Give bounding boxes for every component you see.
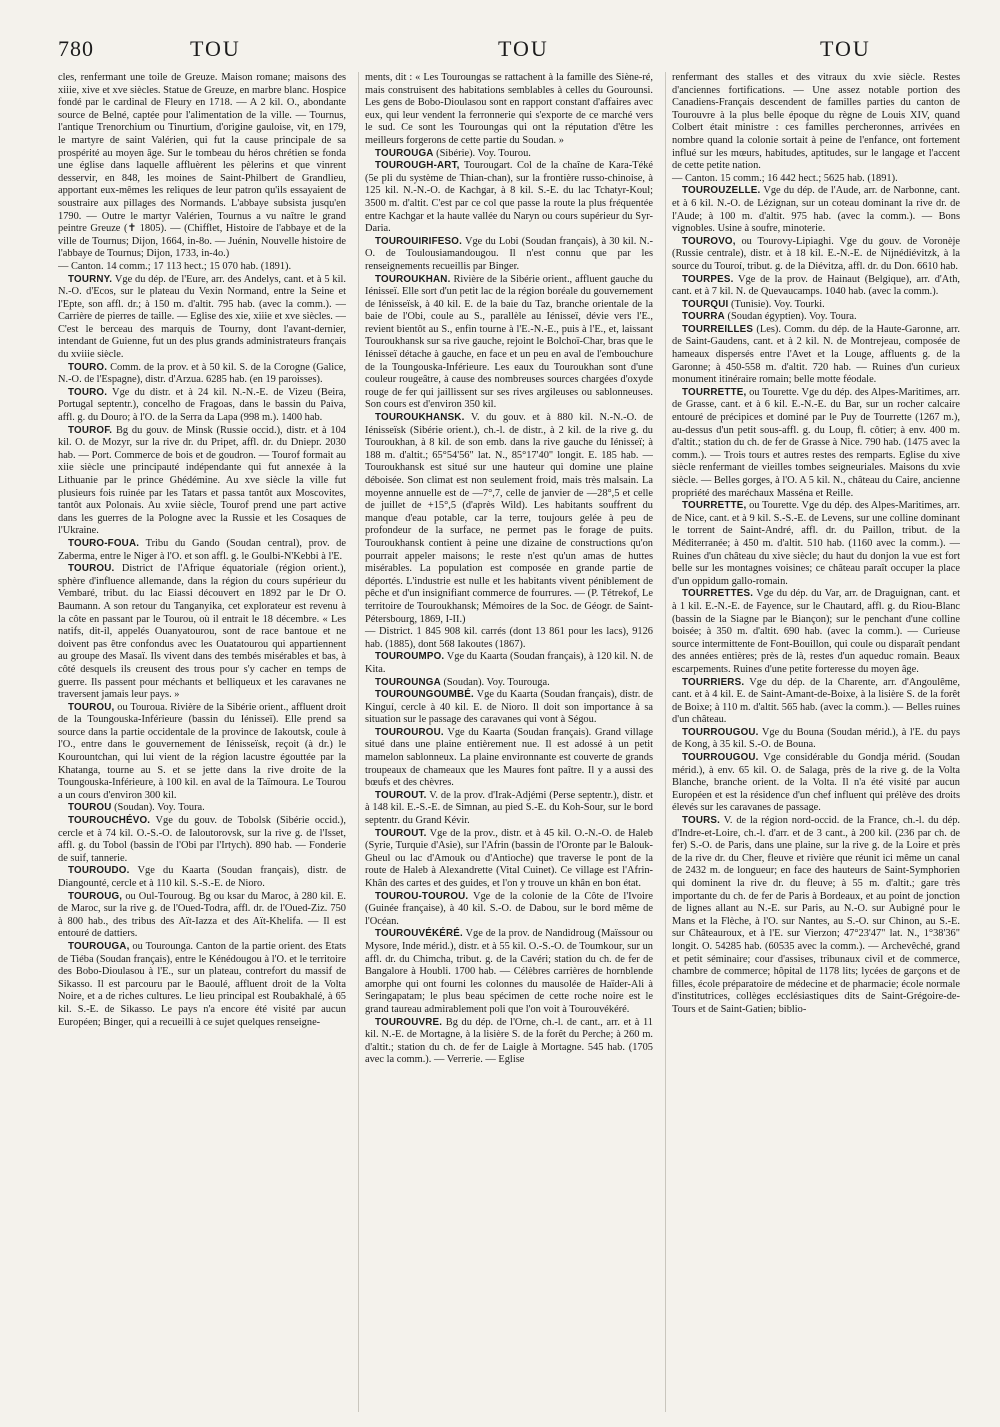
dictionary-entry: [58, 72, 346, 261]
entry-text: — Canton. 15 comm.; 16 442 hect.; 5625 hab. (1891).: [672, 172, 898, 184]
entry-headword: TOURPES.: [682, 273, 734, 285]
dictionary-entry: [672, 173, 960, 186]
dictionary-entry: [365, 148, 653, 161]
entry-headword: TOUROUT.: [375, 827, 427, 839]
entry-headword: TOURRETTES.: [682, 588, 754, 600]
entry-headword: TOUROU.: [68, 563, 115, 575]
entry-text: Vge du dép. de l'Eure, arr. des Andelys, cant. et à 5 kil. N.-O. d'Ecos, sur le plateau du Vexin Normand, entre la Seine et l'Epte, son affl. dr.; à 150 m. d'altit. 795 hab. (avec la comm.). — Carrière de pierres de taille. — Eglise des xie, xiiie et xve siècles. — C'est le berceau des marquis de Tourny, dont l'avant-dernier, intendant de Guienne, fut un des plus grands administrateurs français du xviiie siècle.: [58, 273, 346, 361]
dictionary-entry: [58, 891, 346, 941]
entry-text: Tribu du Gando (Soudan central), prov. de Zaberma, entre le Niger à l'O. et son affl. g. le Goulbi-N'Kebbi à l'E.: [58, 537, 346, 562]
dictionary-entry: [58, 261, 346, 274]
dictionary-entry: [672, 72, 960, 173]
dictionary-entry: [58, 387, 346, 425]
page-number: 780: [58, 36, 94, 61]
dictionary-entry: [365, 828, 653, 891]
entry-text: Vge du Bouna (Soudan mérid.), à l'E. du pays de Kong, à 35 kil. S.-O. de Bouna.: [672, 726, 960, 751]
entry-headword: TOUROUGA,: [68, 940, 130, 952]
dictionary-entry: [672, 752, 960, 815]
entry-text: ou Tourovy-Lipiaghi. Vge du gouv. de Voronèje (Russie centrale), distr. et à 18 kil. E.-N.-E. de Nijnédiévitzk, à la source du Touroí, tribut. g. de la Diévitza, affl. dr. du Don. 6610 hab.: [672, 235, 960, 272]
dictionary-entry: [672, 274, 960, 299]
entry-headword: TOUROUDO.: [68, 865, 130, 877]
entry-text: ou Tourette. Vge du dép. des Alpes-Maritimes, arr. de Nice, cant. et à 9 kil. S.-S.-E. de Levens, sur une colline dominant le torrent de Saint-André, affl. dr. du Paillon, tribut. de la Méditerranée; à 450 m. d'altit. 510 hab. (1160 avec la comm.). — Ruines d'un château du xive siècle; du haut du donjon la vue est fort belle sur les montagnes voisines; ce château paraît occuper la place d'un oppidum gallo-romain.: [672, 500, 960, 587]
dictionary-entry: [365, 236, 653, 274]
entry-headword: TOURO.: [68, 386, 108, 398]
entry-headword: TOURNY.: [68, 273, 113, 285]
dictionary-entry: [672, 727, 960, 752]
running-head-center: TOU: [498, 36, 549, 61]
entry-headword: TOUROU-TOUROU.: [375, 890, 469, 902]
entry-headword: TOUROUIRIFESO.: [375, 235, 462, 247]
entry-headword: TOUROUKHANSK.: [375, 412, 465, 424]
entry-text: Vge considérable du Gondja mérid. (Soudan mérid.), à env. 65 kil. O. de Salaga, près de la rive g. de la Volta Blanche, branche orient. de la Volta. Il n'a été visité par aucun Européen et est la résidence d'un chef influent qui prélève des droits élevés sur les caravanes de passage.: [672, 752, 960, 814]
entry-text: Rivière de la Sibérie orient., affluent gauche du Iénisseï. Elle sort d'un petit lac de la région boréale du gouvernement de Iénisseïsk, à 40 kil. E. de la baie du Taz, branche orientale de la baie de l'Obi, coule au S., parallèle au Iénisseï, dévie vers l'E., revient bientôt au S., enfin tourne à l'E.-N.-E., puis à l'E., et, laissant Touroukhansk sur sa rive gauche, rejoint le Bolchoï-Char, bras que le Iénisseï détache à gauche, en face et un peu en aval de l'embouchure de la Toungouska-Inférieure. Les eaux du Touroukhan sont d'une couleur rougeâtre, à cause des nombreuses sources chargées d'oxyde rouge de fer qui jaillissent sur ses rives argileuses ou sablonneuses. Son cours est d'environ 350 kil.: [365, 273, 653, 411]
entry-text: Vge du Kaarta (Soudan français), à 120 kil. N. de Kita.: [365, 651, 653, 675]
entry-text: Vge du distr. et à 24 kil. N.-N.-E. de Vizeu (Beira, Portugal septentr.), concelho de Fragoas, dans le bassin du Paiva, affl. g. du Douro; à l'O. de la Serra da Lapa (998 m.). 1400 hab.: [58, 386, 346, 424]
entry-headword: TOURO.: [68, 361, 108, 373]
entry-text: Vge du dép. de l'Aude, arr. de Narbonne, cant. et à 6 kil. N.-O. de Lézignan, sur un coteau dominant la rive dr. de l'Aude; à 100 m. d'altit. 975 hab. (avec la comm.). — Bons vignobles. Usine à soufre, minoterie.: [672, 185, 960, 235]
entry-text: — District. 1 845 908 kil. carrés (dont 13 861 pour les lacs), 9126 hab. (1885), dont 568 Iakoutes (1867).: [365, 626, 653, 650]
column-middle: [358, 72, 653, 1412]
entry-text: Comm. de la prov. et à 50 kil. S. de la Corogne (Galice, N.-O. de l'Espagne), distr. d'Arzua. 6285 hab. (en 19 paroisses).: [58, 361, 346, 386]
dictionary-entry: [365, 1017, 653, 1067]
entry-headword: TOURROUGOU.: [682, 726, 759, 738]
dictionary-entry: [365, 727, 653, 790]
dictionary-entry: [672, 387, 960, 500]
entry-text: Bg du dép. de l'Orne, ch.-l. de cant., arr. et à 11 kil. N.-E. de Mortagne, à la lisière S. de la forêt du Perche; à 260 m. d'altit.; station du ch. de fer de Laigle à Mortagne. 545 hab. (1705 avec la comm.). — Verrerie. — Eglise: [365, 1016, 653, 1066]
entry-headword: TOURS.: [682, 815, 721, 827]
entry-headword: TOUROUT.: [375, 789, 427, 801]
running-head-left: TOU: [190, 36, 241, 61]
dictionary-entry: [58, 563, 346, 702]
dictionary-entry: [365, 274, 653, 413]
entry-text: ments, dit : « Les Touroungas se rattachent à la famille des Siène-ré, mais construisent des habitations semblables à celles du Gourounsi. Les gens de Bobo-Dioulasou sont en rapport constant d'affaires avec eux, qui leur vendent la ferronnerie qui s'exporte de ce marché vers le sud. Ce sont les Touroungas qui ont la réputation d'être les meilleurs forgerons de cette partie du Soudan. »: [365, 72, 653, 146]
dictionary-entry: [672, 324, 960, 387]
entry-headword: TOUROUMPO.: [375, 651, 445, 663]
dictionary-entry: [58, 802, 346, 815]
entry-text: (Soudan égyptien). Voy. Toura.: [724, 311, 857, 323]
entry-headword: TOUROUNGA: [375, 676, 441, 688]
dictionary-entry: [58, 362, 346, 387]
dictionary-entry: [672, 815, 960, 1017]
dictionary-entry: [365, 790, 653, 828]
dictionary-entry: [58, 865, 346, 890]
text-columns: [58, 72, 960, 1412]
entry-headword: TOUROUVRE.: [375, 1016, 443, 1028]
entry-headword: TOUROUGA: [375, 147, 434, 159]
entry-text: Vge du dép. du Var, arr. de Draguignan, cant. et à 1 kil. E.-N.-E. de Fayence, sur le Chautard, affl. g. du Riou-Blanc (bassin de la Siagne par le Biançon); sur le penchant d'une colline boisée; à 350 m. d'altit. 690 hab. (avec la comm.). — Curieuse source intermittente de Font-Bouillon, qui coule ou disparaît pendant des années entières; près de là, restes d'un aqueduc romain. Beaux escarpements. Ruines d'une petite forteresse du moyen âge.: [672, 588, 960, 675]
running-head-right: TOU: [820, 36, 871, 61]
entry-text: Vge du dép. de la Charente, arr. d'Angoulême, cant. et à 4 kil. E. de Saint-Amant-de-Boixe, à la lisière S. de la forêt de Boixe; à 110 m. d'altit. 565 hab. (avec la comm.). — Belles ruines d'un château.: [672, 676, 960, 726]
entry-headword: TOUROUVÉKÉRÉ.: [375, 928, 463, 940]
entry-text: renfermant des stalles et des vitraux du xvie siècle. Restes d'anciennes fortifications. — Une assez notable portion des Canadiens-Français descendent de familles parties du canton de Tourouvre à la plus belle époque du règne de Louis XIV, quand Colbert était ministre : ces familles percheronnes, arrivées en nombre quand la colonie sortait à peine de l'enfance, ont fortement influé sur les mœurs, habitudes, aptitudes, sur le langage et l'accent de cette petite nation.: [672, 72, 960, 172]
dictionary-entry: [58, 702, 346, 803]
entry-text: ou Touroua. Rivière de la Sibérie orient., affluent droit de la Toungouska-Inférieure (bassin du Iénisseï). Elle prend sa source dans la partie occidentale de la province de Iakoutsk, coule à l'O., entre dans le gouvernement de Iénisseïsk, reçoit (à dr.) le Kourountchan, qui lui vient de la région lacustre égouttée par la Khatanga, tourne au S. et se jette dans la rive droite de la Toungouska-Inférieure, à 100 kil. en aval de la Taïmoura. Le Tourou a un cours d'environ 300 kil.: [58, 701, 346, 801]
entry-headword: TOURRETTE,: [682, 386, 747, 398]
dictionary-entry: [672, 299, 960, 312]
entry-text: Vge du gouv. de Tobolsk (Sibérie occid.), cercle et à 74 kil. O.-S.-O. de Ialoutorovsk, sur la rive g. de l'Isset, affl. g. du Tobol (bassin de l'Obi par l'Irtych). 890 hab. — Fonderie de suif, tannerie.: [58, 815, 346, 864]
dictionary-entry: [365, 677, 653, 690]
entry-text: cles, renfermant une toile de Greuze. Maison romane; maisons des xiiie, xive et xve siècles. Statue de Greuze, en marbre blanc. Hospice fondé par le cardinal de Fleury en 1718. — A 2 kil. O., abondante source de Belné, captée pour l'alimentation de la ville. — Tournus, l'antique Trenorchium ou Tinurtium, d'origine gauloise, vit, en 179, le martyre de saint Valérien, qui fut la cause principale de sa prospérité au moyen âge. Sur le tombeau du héros chrétien se fonda une église dans laquelle affluèrent les pèlerins et que vinrent desservir, en 848, les moines de Saint-Philbert de Grandlieu, apportant eux-mêmes les reliques de leur patron qu'ils essayaient de soustraire aux pillages des Normands. L'abbaye subsista jusqu'en 1790. — Outre le martyr Valérien, Tournus a vu naître le grand peintre Greuze (✝ 1805). — (Chifflet, Histoire de l'abbaye et de la ville de Tournus; Dijon, 1664, in-8o. — Juénin, Nouvelle histoire de l'abbaye de Tournus; Dijon, 1733, in-4o.): [58, 72, 346, 260]
dictionary-entry: [58, 274, 346, 362]
entry-text: (Soudan). Voy. Toura.: [111, 802, 205, 814]
entry-headword: TOURREILLES: [682, 323, 754, 335]
dictionary-entry: [672, 185, 960, 235]
entry-headword: TOUROVO,: [682, 235, 736, 247]
dictionary-entry: [672, 236, 960, 274]
entry-text: Vge de la prov. de Nandidroug (Maïssour ou Mysore, Inde mérid.), distr. et à 55 kil. O.-S.-O. de Toumkour, sur un affl. dr. du Chimcha, tribut. g. de la Cavéri; station du ch. de fer de Bangalore à Houbli. 1700 hab. — Célèbres carrières de hornblende amorphe qui ont fourni les colonnes du mausolée de Haïder-Ali à Seringapatam; le plus beau spécimen de cette roche noire est le grand taureau admirablement poli que l'on voit à Tourouvékéré.: [365, 928, 653, 1015]
entry-headword: TOUROF.: [68, 424, 113, 436]
entry-headword: TOUROU,: [68, 701, 115, 713]
dictionary-entry: [58, 815, 346, 865]
entry-headword: TOUROUNGOUMBÉ.: [375, 689, 474, 701]
dictionary-entry: [672, 588, 960, 676]
entry-text: Vge du Kaarta (Soudan français), distr. de Diangounté, cercle et à 110 kil. S.-S.-E. de Nioro.: [58, 865, 346, 889]
entry-text: Bg du gouv. de Minsk (Russie occid.), distr. et à 104 kil. O. de Mozyr, sur la rive dr. du Pripet, affl. dr. du Dniepr. 2030 hab. — Port. Commerce de bois et de goudron. — Tourof formait au xiie siècle une principauté indépendante qui fut annexée à la Lithuanie par le prince Ghédémine. Au xve siècle la ville fut plusieurs fois ruinée par les Tatars et passa tantôt aux Moscovites, tantôt aux Polonais. Au xviie siècle, Tourof prend une part active dans les guerres de la Pologne avec la Russie et les Cosaques de l'Ukraine.: [58, 424, 346, 537]
entry-headword: TOURQUI: [682, 298, 729, 310]
entry-text: Tourougart. Col de la chaîne de Kara-Téké (5e pli du système de Thian-chan), sur la frontière russo-chinoise, à 125 kil. N.-N.-O. de Kachgar, à 8 kil. S.-E. du lac Tchatyr-Koul; 3500 m. d'altit. C'est par ce col que passe la route la plus fréquentée entre Kachgar et la haute vallée du Naryn ou cours supérieur du Syr-Daria.: [365, 160, 653, 235]
entry-headword: TOUROUROU.: [375, 726, 444, 738]
entry-text: ou Tourounga. Canton de la partie orient. des Etats de Tiéba (Soudan français), entre le Kénédougou à l'O. et le territoire des Bobo-Dioulasou à l'E., sur un plateau, contrefort du massif de Sikasso. Il est parcouru par le Baoulé, affluent droit de la Volta Noire, et a de riches cultures. Le lieu principal est Roubakhalé, à 65 kil. S.-E. de Sikasso. Le pays n'a encore été visité par aucun Européen; Binger, qui a recueilli à ce sujet quelques renseigne-: [58, 940, 346, 1028]
dictionary-entry: [365, 626, 653, 651]
entry-headword: TOUROU: [68, 802, 112, 814]
dictionary-entry: [58, 538, 346, 563]
entry-text: V. de la région nord-occid. de la France, ch.-l. du dép. d'Indre-et-Loire, ch.-l. d'arr. et de 3 cant., à 200 kil. (236 par ch. de fer) S.-O. de Paris, dans une plaine, sur la rive g. de la Loire et près de la rive dr. du Cher, fleuve et rivière que réunit ici même un canal de 2432 m. de longueur; en face des hauteurs de Saint-Symphorien qui dominent la rive dr. du fleuve; à 55 m. d'altit.; gare très importante du ch. de fer de Paris à Bordeaux, et au point de jonction de lignes allant au N.-E. sur Paris, au N.-O. sur Aubigné pour le Mans et la Flèche, à l'O. sur Nantes, au S.-O. sur Chinon, au S.-E. sur Châteauroux, et à l'E. sur Vierzon; 47°23'47" lat. N., 1°38'36" longit. O. 54285 hab. (60535 avec la comm.). — Archevêché, grand et petit séminaire; cour d'assises, tribunaux civil et de commerce, chambre de commerce; hôpital de 1178 lits; lycées de garçons et de filles, école préparatoire de médecine et de pharmacie; école normale d'institutrices, collèges ecclésiastiques dits de Saint-Grégoire-de-Tours et de Saint-Gatien; biblio-: [672, 815, 960, 1015]
dictionary-entry: [365, 928, 653, 1016]
entry-text: (Soudan). Voy. Tourouga.: [440, 676, 550, 688]
entry-headword: TOUROUZELLE.: [682, 185, 761, 197]
entry-headword: TOUROUCHÉVO.: [68, 815, 151, 827]
entry-text: Vge de la prov., distr. et à 45 kil. O.-N.-O. de Haleb (Syrie, Turquie d'Asie), sur l'Afrin (bassin de l'Oronte par le Balouk-Gheul ou lac d'Amouk ou d'Antioche) que traverse le pont de la route de Haleb à Alexandrette (Vital Cuinet). Ce village est l'Afrin-Khân des cartes et des guides, et l'on y trouve un khân en bon état.: [365, 827, 653, 889]
entry-text: — Canton. 14 comm.; 17 113 hect.; 15 070 hab. (1891).: [58, 260, 292, 272]
dictionary-entry: [58, 941, 346, 1029]
dictionary-entry: [58, 425, 346, 538]
entry-text: Vge de la prov. de Hainaut (Belgique), arr. d'Ath, cant. et à 7 kil. N. de Quevaucamps. 1040 hab. (avec la comm.).: [672, 273, 960, 298]
entry-text: (Tunisie). Voy. Tourki.: [728, 298, 825, 310]
dictionary-entry: [365, 689, 653, 727]
entry-text: (Les). Comm. du dép. de la Haute-Garonne, arr. de Saint-Gaudens, cant. et à 2 kil. N. de Montrejeau, composée de hameaux dispersés entre l'Avet et la Louge, affluents g. de la Garonne; à 450-558 m. d'altit. 720 hab. — Ruines d'un curieux monument itinéraire romain; belle motte féodale.: [672, 323, 960, 386]
entry-text: Vge de la colonie de la Côte de l'Ivoire (Guinée française), à 40 kil. S.-O. de Dabou, sur le bord même de l'Océan.: [365, 890, 653, 927]
dictionary-entry: [365, 891, 653, 929]
entry-headword: TOURRETTE,: [682, 500, 747, 512]
entry-headword: TOURROUGOU.: [682, 752, 759, 764]
column-right: [665, 72, 960, 1412]
page-header: [58, 36, 960, 76]
entry-text: Vge du Kaarta (Soudan français), distr. de Kinguí, cercle à 40 kil. E. de Nioro. Il doit son importance à sa situation sur le passage des caravanes qui vont à Ségou.: [365, 689, 653, 726]
entry-text: ou Tourette. Vge du dép. des Alpes-Maritimes, arr. de Grasse, cant. et à 6 kil. E.-N.-E. du Bar, sur un rocher calcaire entouré de précipices et dominé par le Puy de Tourrette (1267 m.), au-dessus d'un petit sous-affl. g. du Loup, fl. côtier; à env. 400 m. d'altit.; station du ch. de fer de Grasse à Nice. 790 hab. (1475 avec la comm.). — Trois tours et autres restes des remparts. Eglise du xive siècle renfermant de vieilles tombes seigneuriales. Maisons du xvie siècle. — Belles gorges, à l'O. A 5 kil. N., château du Caire, ancienne propriété des maréchaux Masséna et Reille.: [672, 386, 960, 499]
entry-headword: TOURO-FOUA.: [68, 537, 140, 549]
entry-text: ou Oul-Touroug. Bg ou ksar du Maroc, à 280 kil. E. de Maroc, sur la rive g. de l'Oued-Todra, affl. dr. de l'Oued-Ziz. 750 à 800 hab., des tribus des Aït-Iazza et des Aït-Khelifa. — Il est entouré de dattiers.: [58, 890, 346, 940]
entry-headword: TOURRIERS.: [682, 676, 745, 688]
dictionary-entry: [365, 160, 653, 236]
dictionary-entry: [365, 651, 653, 676]
entry-headword: TOUROUGH-ART,: [375, 160, 460, 172]
dictionary-entry: [365, 72, 653, 148]
entry-text: Vge du Lobi (Soudan français), à 30 kil. N.-O. de Toulousiamandougou. Il n'est connu que par les renseignements recueillis par Binger.: [365, 235, 653, 272]
entry-text: V. de la prov. d'Irak-Adjémi (Perse septentr.), distr. et à 148 kil. E.-S.-E. de Simnan, au pied S.-E. du Koh-Sour, sur le bord septentr. du Grand Kévir.: [365, 789, 653, 827]
entry-text: V. du gouv. et à 880 kil. N.-N.-O. de Iénisseïsk (Sibérie orient.), ch.-l. de distr., à 2 kil. de la rive g. du Touroukhan, à 8 kil. de son emb. dans la rive gauche du Iénisseï; à 188 m. d'altit.; 65°54'56" lat. N., 85°17'40" longit. E. 185 hab. — Touroukhansk est situé sur une hauteur qui domine une plaine déboisée. Son climat est non seulement froid, mais très malsain. La moyenne annuelle est de —7°,7, celle de janvier de —28°,5 et celle de juillet de +15°,5 (d'après Wild). Les habitants souffrent du manque d'eau potable, car la terre, toujours gelée à peu de profondeur de la surface, ne permet pas le forage de puits. Touroukhansk contient à peine une dizaine de constructions qu'on pourrait appeler maisons; le reste n'est qu'un amas de huttes misérables. La population est composée en grande partie de déportés. L'industrie est nulle et les habitants vivent péniblement de pêche et d'un insignifiant commerce de fourrures. — (P. Tétrekof, Le territoire de Touroukhansk; Mémoires de la Soc. de Géogr. de Saint-Pétersbourg, 1869, I-II.): [365, 412, 653, 625]
entry-text: Vge du Kaarta (Soudan français). Grand village situé dans une plaine entièrement nue. Il est adossé à un petit mamelon sablonneux. La plaine environnante est couverte de grands troupeaux de chameaux que les Maures font paître. Il y a aussi des bœufs et des chèvres.: [365, 726, 653, 789]
entry-text: (Sibérie). Voy. Tourou.: [433, 147, 531, 159]
column-left: [58, 72, 346, 1412]
entry-headword: TOURRA: [682, 311, 725, 323]
dictionary-entry: [672, 677, 960, 727]
dictionary-entry: [365, 412, 653, 626]
entry-headword: TOUROUKHAN.: [375, 273, 451, 285]
entry-headword: TOUROUG,: [68, 890, 123, 902]
dictionary-entry: [672, 311, 960, 324]
entry-text: District de l'Afrique équatoriale (région orient.), sphère d'influence allemande, dans la région du cours supérieur du Vembaré, tribut. du lac Eiassi découvert en 1892 par le Dr O. Baumann. A son retour du Tanganyika, cet explorateur est revenu à la côte en passant par le Tourou, où il entrait le 18 décembre. « Les natifs, dit-il, appelés Ouanyatourou, sont de race bantoue et ne doivent pas être confondus avec les Ouatatourou qui appartiennent au groupe des Masaï. Ils vivent dans des tembés misérables et bas, à côté desquels ils creusent des trous pour s'y cacher en temps de guerre. Ils passent pour méchants et belliqueux et les caravanes ne traversent jamais leur pays. »: [58, 563, 346, 701]
dictionary-entry: [672, 500, 960, 588]
